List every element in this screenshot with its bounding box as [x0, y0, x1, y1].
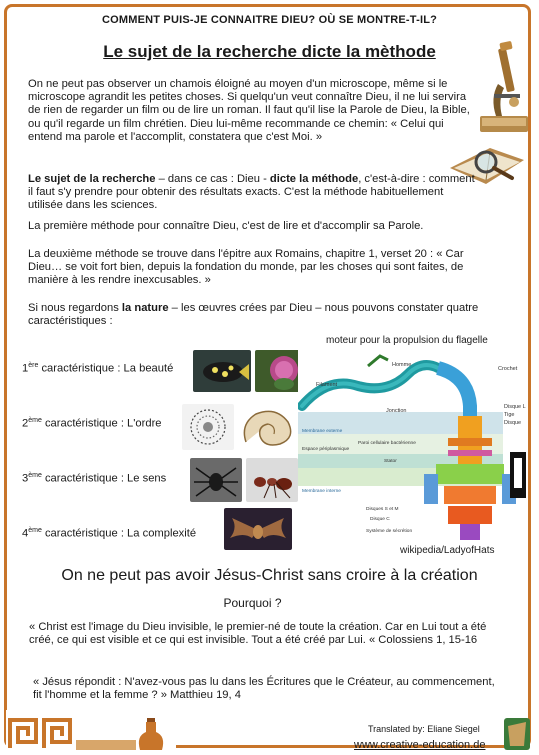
- characteristic-number: 2: [22, 417, 29, 430]
- diagram-label: Jonction: [386, 408, 407, 414]
- image-credit: wikipedia/LadyofHats: [400, 545, 495, 556]
- characteristic-meaning: [22, 469, 166, 486]
- diagram-label: Disque: [504, 420, 522, 426]
- matthew-quote: « Jésus répondit : N'avez-vous pas lu dans les Écritures que le Créateur, au commencement, fit l'homme et la femme ? » Matthieu 19, 4: [33, 676, 495, 702]
- characteristic-label: caractéristique : La beauté: [38, 362, 174, 375]
- greek-key-ornament: [6, 710, 176, 752]
- characteristic-label: caractéristique : La complexité: [41, 527, 197, 540]
- flagellum-caption: moteur pour la propulsion du flagelle: [326, 335, 488, 346]
- colossians-quote: « Christ est l'image du Dieu invisible, le premier-né de toute la création. Car en Lui tout a été créé, ce qui est visible et ce qui est invisible. Tout a été créé par Lui. « Colossiens 1, 15-16: [29, 621, 487, 647]
- diagram-label: Homme: [392, 362, 412, 368]
- diagram-label: Disque C: [370, 517, 390, 522]
- characteristic-ordinal: ère: [28, 362, 39, 369]
- characteristic-label: caractéristique : Le sens: [41, 472, 167, 485]
- clownfish-photo: [193, 350, 251, 392]
- method-bold-dictates: dicte la méthode: [269, 173, 359, 185]
- diagram-label: Paroi cellulaire bactérienne: [358, 441, 416, 446]
- diagram-label: Disques S et M: [366, 507, 399, 512]
- characteristic-beauty: [22, 359, 173, 376]
- diagram-label: Stator: [384, 459, 397, 464]
- characteristic-number: 1: [22, 362, 29, 375]
- diagram-label: Disque L: [504, 404, 526, 410]
- page-title: Le sujet de la recherche dicte la mèthode: [103, 42, 436, 61]
- characteristic-ordinal: ème: [28, 417, 42, 424]
- section-heading: On ne peut pas avoir Jésus-Christ sans croire à la création: [61, 567, 478, 584]
- intro-paragraph: On ne peut pas observer un chamois éloigné au moyen d'un microscope, même si le microscope agrandit les petites choses. Si quelqu'un veut connaître Dieu, il ne lui servira de rien de regarder un film ou de lire un roman. Il faut qu'il lise la Parole de Dieu, la Bible, ou qu'il regarde un film chrétien. Dieu lui-même recommande ce chemin: « Celui qui entend ma parole et l'accomplit, constatera que c'est Moi. »: [28, 78, 470, 143]
- spider-photo: [190, 458, 242, 502]
- characteristic-ordinal: ème: [28, 472, 42, 479]
- nature-paragraph: [28, 302, 498, 328]
- diagram-label: Tige: [504, 412, 515, 418]
- ant-photo: [246, 458, 298, 502]
- method-text-2: , c'est-à-dire : comment il faut s'y prendre pour obtenir des résultats exacts. C'est la méthode habituellement utilisée dans les sciences.: [28, 173, 475, 212]
- characteristic-ordinal: ème: [28, 527, 42, 534]
- flagellum-motor-diagram: [298, 346, 528, 548]
- microscope-illustration: [476, 38, 534, 138]
- diagram-label: Système de sécrétion: [366, 529, 413, 534]
- nature-text-1: Si nous regardons: [28, 302, 122, 314]
- characteristic-number: 4: [22, 527, 29, 540]
- urchin-photo: [182, 404, 234, 450]
- characteristic-number: 3: [22, 472, 29, 485]
- translator-credit: Translated by: Eliane Siegel: [368, 724, 480, 734]
- nautilus-shell-photo: [236, 404, 298, 450]
- nature-text-2: – les œuvres crées par Dieu – nous pouvons constater quatre caractéristiques :: [28, 302, 479, 328]
- method-paragraph: [28, 173, 480, 213]
- method-bold-subject: Le sujet de la recherche: [28, 173, 156, 185]
- why-question: Pourquoi ?: [223, 596, 282, 610]
- first-method-paragraph: La première méthode pour connaître Dieu, c'est de lire et d'accomplir sa Parole.: [28, 220, 424, 232]
- diagram-label: Filament: [316, 382, 338, 388]
- diagram-label: Crochet: [498, 366, 518, 372]
- nature-bold: la nature: [121, 302, 169, 314]
- method-text-1: – dans ce cas : Dieu -: [155, 173, 270, 185]
- characteristic-complexity: [22, 524, 196, 541]
- diagram-label: Espace périplasmique: [302, 447, 350, 452]
- page-header: COMMENT PUIS-JE CONNAITRE DIEU? OÙ SE MONTRE-T-IL?: [101, 14, 438, 26]
- characteristic-order: [22, 414, 162, 431]
- diagram-label: Membrane interne: [302, 489, 341, 494]
- characteristic-label: caractéristique : L'ordre: [41, 417, 162, 430]
- bat-photo: [224, 508, 292, 550]
- diagram-label: Membrane externe: [302, 429, 343, 434]
- second-method-paragraph: La deuxième méthode se trouve dans l'épitre aux Romains, chapitre 1, verset 20 : « Car Dieu… se voit fort bien, depuis la fondation du monde, par les choses qui sont faites, de manière à les rendre inexcusables. »: [28, 248, 464, 287]
- website-link[interactable]: www.creative-education.de: [354, 739, 486, 751]
- corner-decoration: [502, 716, 532, 752]
